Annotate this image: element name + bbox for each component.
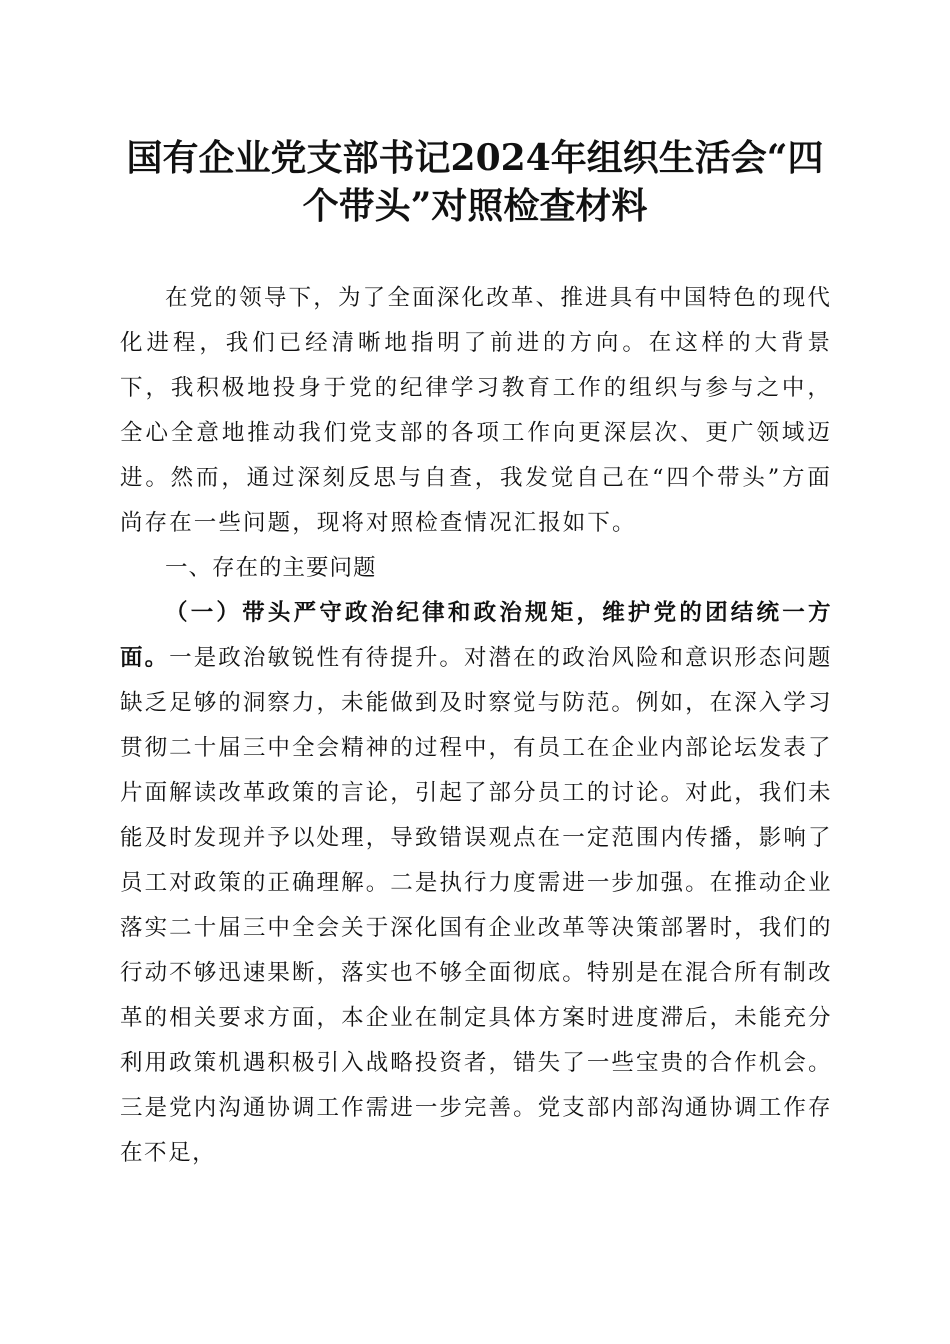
- intro-paragraph: 在党的领导下，为了全面深化改革、推进具有中国特色的现代化进程，我们已经清晰地指明了前进的方向。在这样的大背景下，我积极地投身于党的纪律学习教育工作的组织与参与之中，全心全意地推动我们党支部的各项工作向更深层次、更广领域迈进。然而，通过深刻反思与自查，我发觉自己在“四个带头”方面尚存在一些问题，现将对照检查情况汇报如下。: [120, 285, 832, 536]
- subsection-body-political-discipline: 一是政治敏锐性有待提升。对潜在的政治风险和意识形态问题缺乏足够的洞察力，未能做到及时察觉与防范。例如，在深入学习贯彻二十届三中全会精神的过程中，有员工在企业内部论坛发表了片面解读改革政策的言论，引起了部分员工的讨论。对此，我们未能及时发现并予以处理，导致错误观点在一定范围内传播，影响了员工对政策的正确理解。二是执行力度需进一步加强。在推动企业落实二十届三中全会关于深化国有企业改革等决策部署时，我们的行动不够迅速果断，落实也不够全面彻底。特别是在混合所有制改革的相关要求方面，本企业在制定具体方案时进度滞后，未能充分利用政策机遇积极引入战略投资者，错失了一些宝贵的合作机会。三是党内沟通协调工作需进一步完善。党支部内部沟通协调工作存在不足，: [120, 645, 832, 1166]
- title-line-2: 个带头”对照检查材料: [302, 185, 648, 227]
- document-title: [125, 134, 825, 230]
- subsection-heading-political-discipline: （一）带头严守政治纪律和政治规矩，维护党的团结统一方面。: [120, 600, 832, 671]
- subsection-paragraph-political-discipline: [120, 591, 832, 1176]
- section-heading-main-problems: 一、存在的主要问题: [165, 555, 377, 581]
- document-body: [120, 276, 832, 1176]
- title-line-1: 国有企业党支部书记2024年组织生活会“四: [126, 137, 824, 179]
